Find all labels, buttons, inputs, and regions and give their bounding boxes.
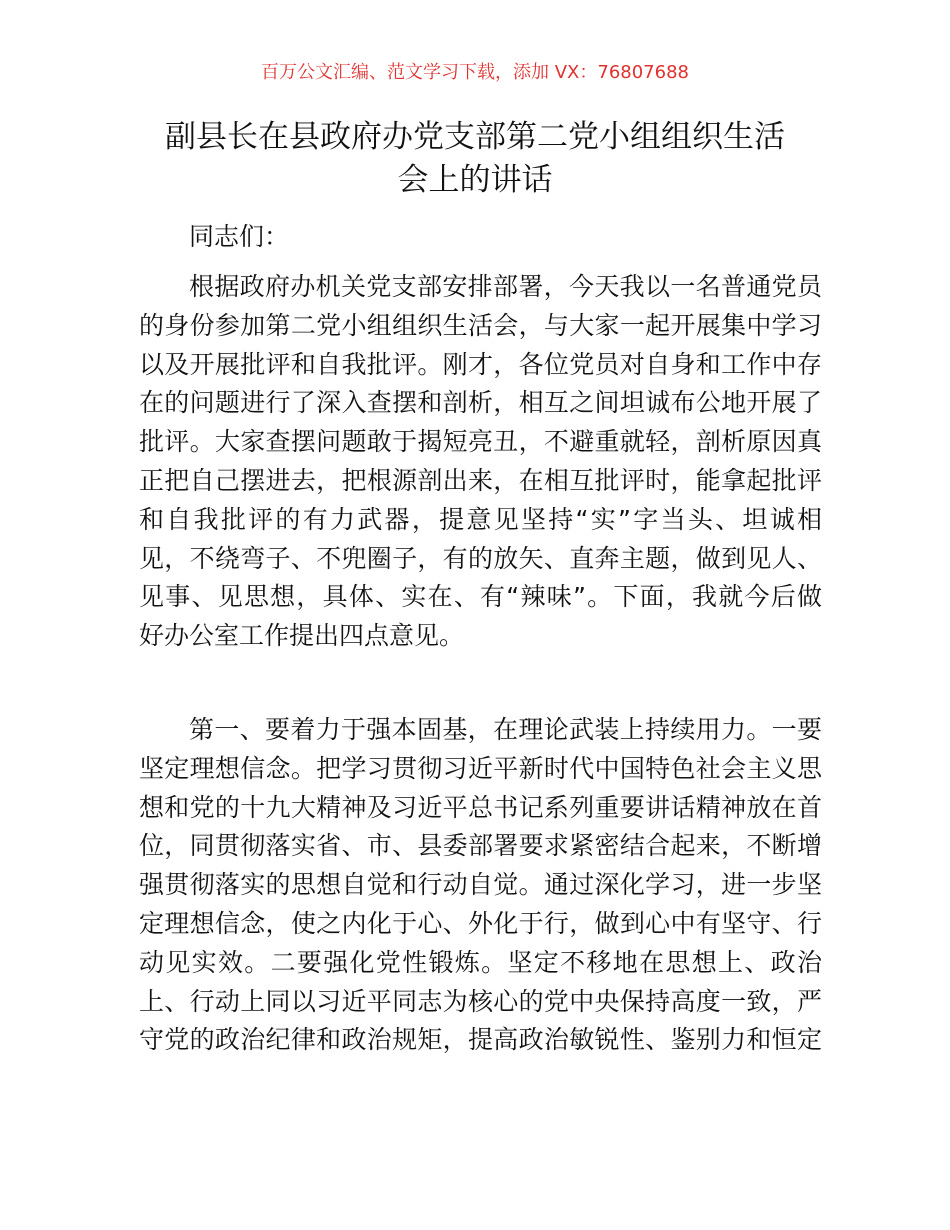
document-title — [100, 116, 850, 202]
greeting: 同志们： — [189, 222, 290, 251]
text-line: 见，不绕弯子、不兜圈子，有的放矢、直奔主题，做到见人、 — [139, 543, 822, 573]
text-line: 上、行动上同以习近平同志为核心的党中央保持高度一致，严 — [139, 986, 822, 1016]
text-line: 定理想信念，使之内化于心、外化于行，做到心中有坚守、行 — [139, 908, 822, 938]
text-line: 和自我批评的有力武器，提意见坚持“实”字当头、坦诚相 — [139, 504, 822, 534]
text-line: 想和党的十九大精神及习近平总书记系列重要讲话精神放在首 — [139, 792, 822, 822]
text-line: 第一、要着力于强本固基，在理论武装上持续用力。一要 — [189, 715, 822, 744]
paragraph-2 — [139, 711, 822, 1060]
text-line: 根据政府办机关党支部安排部署，今天我以一名普通党员 — [189, 272, 822, 301]
title-line-1: 副县长在县政府办党支部第二党小组组织生活 — [165, 119, 785, 155]
text-line: 批评。大家查摆问题敢于揭短亮丑，不避重就轻，剖析原因真 — [139, 427, 822, 457]
text-line: 在的问题进行了深入查摆和剖析，相互之间坦诚布公地开展了 — [139, 388, 822, 418]
text-line: 守党的政治纪律和政治规矩，提高政治敏锐性、鉴别力和恒定 — [139, 1025, 822, 1055]
text-line: 见事、见思想，具体、实在、有“辣味”。下面，我就今后做 — [139, 582, 822, 612]
text-line: 以及开展批评和自我批评。刚才，各位党员对自身和工作中存 — [139, 349, 822, 379]
paragraph-1 — [139, 268, 822, 656]
title-line-2: 会上的讲话 — [397, 162, 553, 198]
text-line: 动见实效。二要强化党性锻炼。坚定不移地在思想上、政治 — [139, 947, 822, 977]
text-line: 好办公室工作提出四点意见。 — [139, 621, 465, 651]
text-line: 正把自己摆进去，把根源剖出来，在相互批评时，能拿起批评 — [139, 465, 822, 495]
text-line: 坚定理想信念。把学习贯彻习近平新时代中国特色社会主义思 — [139, 753, 822, 783]
text-line: 的身份参加第二党小组组织生活会，与大家一起开展集中学习 — [139, 310, 822, 340]
text-line: 位，同贯彻落实省、市、县委部署要求紧密结合起来，不断增 — [139, 831, 822, 861]
watermark-header: 百万公文汇编、范文学习下载，添加 VX：76807688 — [261, 62, 689, 83]
text-line: 强贯彻落实的思想自觉和行动自觉。通过深化学习，进一步坚 — [139, 870, 822, 900]
